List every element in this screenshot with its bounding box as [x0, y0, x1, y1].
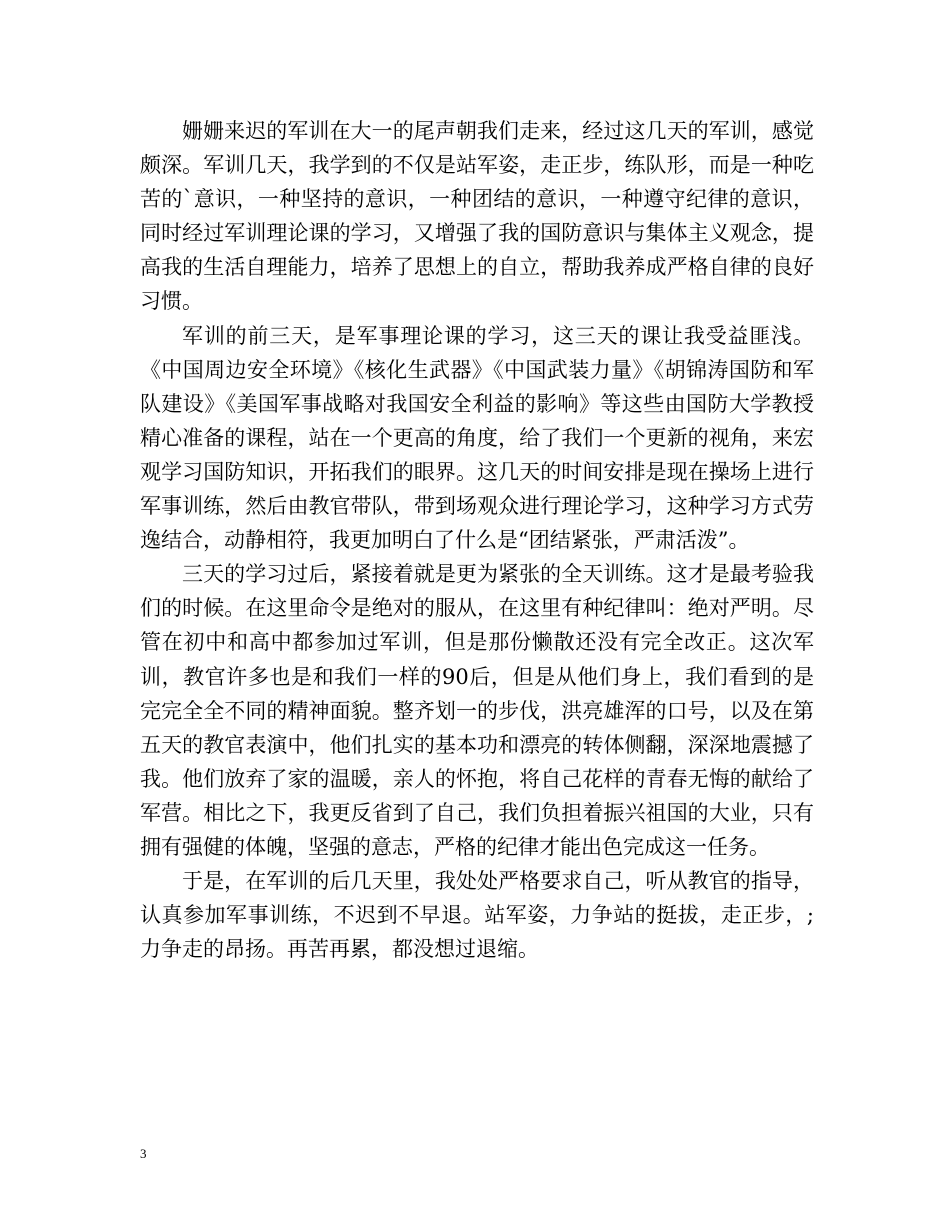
paragraph-4: 于是，在军训的后几天里，我处处严格要求自己，听从教官的指导，认真参加军事训练，不迟到不早退。站军姿，力争站的挺拔，走正步，;力争走的昂扬。再苦再累，都没想过退缩。 [140, 869, 814, 962]
page-number: 3 [140, 1146, 147, 1161]
document-body [140, 114, 814, 966]
paragraph-3: 三天的学习过后，紧接着就是更为紧张的全天训练。这才是最考验我们的时候。在这里命令是绝对的服从，在这里有种纪律叫：绝对严明。尽管在初中和高中都参加过军训，但是那份懒散还没有完全改正。这次军训，教官许多也是和我们一样的90后，但是从他们身上，我们看到的是完完全全不同的精神面貌。整齐划一的步伐，洪亮雄浑的口号，以及在第五天的教官表演中，他们扎实的基本功和漂亮的转体侧翻，深深地震撼了我。他们放弃了家的温暖，亲人的怀抱，将自己花样的青春无悔的献给了军营。相比之下，我更反省到了自己，我们负担着振兴祖国的大业，只有拥有强健的体魄，坚强的意志，严格的纪律才能出色完成这一任务。 [140, 562, 814, 859]
paragraph-2: 军训的前三天，是军事理论课的学习，这三天的课让我受益匪浅。《中国周边安全环境》《核化生武器》《中国武装力量》《胡锦涛国防和军队建设》《美国军事战略对我国安全利益的影响》等这些由国防大学教授精心准备的课程，站在一个更高的角度，给了我们一个更新的视角，来宏观学习国防知识，开拓我们的眼界。这几天的时间安排是现在操场上进行军事训练，然后由教官带队，带到场观众进行理论学习，这种学习方式劳逸结合，动静相符，我更加明白了什么是“团结紧张，严肃活泼”。 [140, 323, 814, 553]
paragraph-1: 姗姗来迟的军训在大一的尾声朝我们走来，经过这几天的军训，感觉颇深。军训几天，我学到的不仅是站军姿，走正步，练队形，而是一种吃苦的`意识，一种坚持的意识，一种团结的意识，一种遵守纪律的意识，同时经过军训理论课的学习，又增强了我的国防意识与集体主义观念，提高我的生活自理能力，培养了思想上的自立，帮助我养成严格自律的良好习惯。 [140, 119, 814, 314]
